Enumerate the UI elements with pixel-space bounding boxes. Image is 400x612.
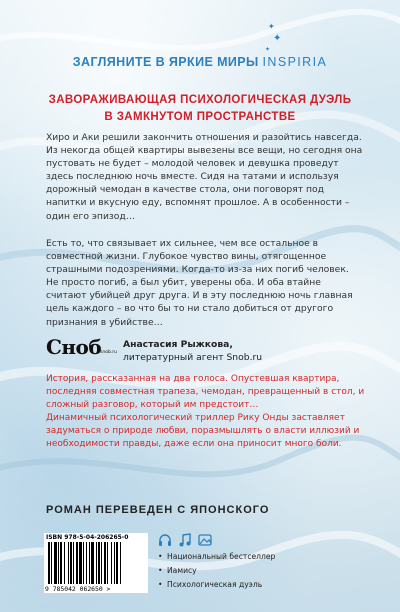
isbn-text: ISBN 978-5-04-206265-0	[46, 534, 129, 541]
series-banner	[0, 55, 400, 69]
barcode-digits: 9 785042 062650 >	[45, 585, 111, 593]
description-paragraph-1: Хиро и Аки решили закончить отношения и разойтись навсегда. Из некогда общей квартиры вывезены все вещи, но сегодня она пустовать не будет – молодой человек и девушка проведут здесь последнюю ночь вместе. Сидя на татами и используя дорожный чемодан в качестве стола, они поговорят под напитки и вкусную еду, вспомнят прошлое. А в особенности – один его эпизод…	[46, 132, 363, 222]
barcode-image	[46, 542, 146, 584]
tagline-line1: ЗАВОРАЖИВАЮЩАЯ ПСИХОЛОГИЧЕСКАЯ ДУЭЛЬ	[48, 94, 352, 106]
sparkle-icon: ✦	[268, 22, 275, 31]
endorsement-quote-1: История, рассказанная на два голоса. Опустевшая квартира, последняя совместная трапеза, чемодан, превращенный в стол, и сложный разговор, который им предстоит…	[46, 374, 365, 410]
endorser-name: Анастасия Рыжкова,	[123, 339, 233, 350]
sparkle-icon: ✦	[273, 33, 282, 44]
description-paragraph-2: Есть то, что связывает их сильнее, чем все остальное в совместной жизни. Глубокое чувство вины, отягощенное страшными подозрениями. Когда-то из-за них погиб человек. Не просто погиб, а был убит, уверены оба. И оба втайне считают убийцей друг друга. И в эту последнюю ночь главная цель каждого – во что бы то ни стало добиться от другого признания в убийстве…	[46, 238, 353, 328]
series-prefix: ЗАГЛЯНИТЕ В ЯРКИЕ МИРЫ	[72, 55, 259, 69]
translated-note: РОМАН ПЕРЕВЕДЕН С ЯПОНСКОГО	[46, 504, 270, 516]
snob-logo-sub: snob.ru	[100, 350, 117, 355]
music-note-icon	[178, 533, 192, 547]
image-icon	[198, 533, 212, 547]
tagline-line2: В ЗАМКНУТОМ ПРОСТРАНСТВЕ	[104, 111, 296, 123]
endorsement-quote-2: Динамичный психологический триллер Рику Онды заставляет задуматься о природе любви, поразмышлять о власти иллюзий и необходимости правды, даже если она приносит много боли.	[46, 413, 360, 449]
sparkle-icon: ✦	[265, 46, 271, 53]
endorser-role: литературный агент Snob.ru	[123, 352, 263, 363]
series-brand: INSPIRIA	[262, 55, 328, 69]
snob-logo: Сноб	[46, 335, 102, 359]
barcode-block	[44, 533, 148, 593]
feature-item: • Иамиcу	[158, 566, 197, 575]
feature-item: • Национальный бестселлер	[158, 552, 276, 561]
feature-item: • Психологическая дуэль	[158, 580, 263, 589]
headphones-icon	[158, 533, 172, 547]
